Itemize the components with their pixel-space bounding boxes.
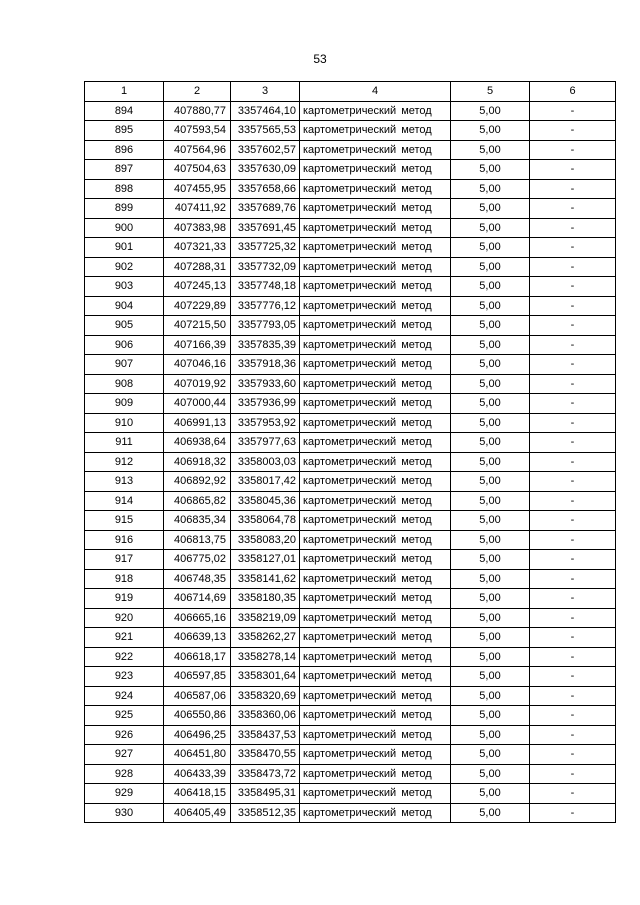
method-cell: картометрический метод — [300, 413, 451, 433]
point-number-cell: 924 — [85, 686, 164, 706]
x-coordinate-cell: 407229,89 — [164, 296, 231, 316]
method-cell: картометрический метод — [300, 199, 451, 219]
table-row — [85, 355, 616, 375]
note-cell: - — [530, 413, 616, 433]
accuracy-cell: 5,00 — [451, 745, 530, 765]
point-number-cell: 905 — [85, 316, 164, 336]
note-cell: - — [530, 374, 616, 394]
x-coordinate-cell: 406665,16 — [164, 608, 231, 628]
method-cell: картометрический метод — [300, 745, 451, 765]
note-cell: - — [530, 101, 616, 121]
point-number-cell: 930 — [85, 803, 164, 823]
x-coordinate-cell: 407000,44 — [164, 394, 231, 414]
page-number: 53 — [313, 52, 327, 66]
x-coordinate-cell: 406835,34 — [164, 511, 231, 531]
x-coordinate-cell: 406496,25 — [164, 725, 231, 745]
method-cell: картометрический метод — [300, 550, 451, 570]
x-coordinate-cell: 406639,13 — [164, 628, 231, 648]
method-cell: картометрический метод — [300, 257, 451, 277]
point-number-cell: 897 — [85, 160, 164, 180]
x-coordinate-cell: 406714,69 — [164, 589, 231, 609]
x-coordinate-cell: 406587,06 — [164, 686, 231, 706]
y-coordinate-cell: 3358045,36 — [231, 491, 300, 511]
method-cell: картометрический метод — [300, 101, 451, 121]
y-coordinate-cell: 3357835,39 — [231, 335, 300, 355]
y-coordinate-cell: 3358083,20 — [231, 530, 300, 550]
note-cell: - — [530, 706, 616, 726]
accuracy-cell: 5,00 — [451, 121, 530, 141]
note-cell: - — [530, 199, 616, 219]
table-row — [85, 413, 616, 433]
accuracy-cell: 5,00 — [451, 803, 530, 823]
y-coordinate-cell: 3357748,18 — [231, 277, 300, 297]
x-coordinate-cell: 407880,77 — [164, 101, 231, 121]
y-coordinate-cell: 3357464,10 — [231, 101, 300, 121]
accuracy-cell: 5,00 — [451, 218, 530, 238]
x-coordinate-cell: 406405,49 — [164, 803, 231, 823]
table-row — [85, 394, 616, 414]
table-row — [85, 764, 616, 784]
y-coordinate-cell: 3357658,66 — [231, 179, 300, 199]
y-coordinate-cell: 3358262,27 — [231, 628, 300, 648]
coordinates-table — [84, 81, 616, 823]
method-cell: картометрический метод — [300, 803, 451, 823]
table-row — [85, 374, 616, 394]
y-coordinate-cell: 3358301,64 — [231, 667, 300, 687]
x-coordinate-cell: 406618,17 — [164, 647, 231, 667]
accuracy-cell: 5,00 — [451, 238, 530, 258]
method-cell: картометрический метод — [300, 647, 451, 667]
table-row — [85, 335, 616, 355]
x-coordinate-cell: 407504,63 — [164, 160, 231, 180]
table-row — [85, 257, 616, 277]
x-coordinate-cell: 406775,02 — [164, 550, 231, 570]
x-coordinate-cell: 407593,54 — [164, 121, 231, 141]
table-row — [85, 628, 616, 648]
note-cell: - — [530, 491, 616, 511]
table-row — [85, 550, 616, 570]
accuracy-cell: 5,00 — [451, 277, 530, 297]
table-header-row — [85, 82, 616, 102]
note-cell: - — [530, 550, 616, 570]
accuracy-cell: 5,00 — [451, 296, 530, 316]
note-cell: - — [530, 140, 616, 160]
point-number-cell: 927 — [85, 745, 164, 765]
method-cell: картометрический метод — [300, 472, 451, 492]
table-row — [85, 179, 616, 199]
point-number-cell: 929 — [85, 784, 164, 804]
method-cell: картометрический метод — [300, 433, 451, 453]
accuracy-cell: 5,00 — [451, 179, 530, 199]
note-cell: - — [530, 647, 616, 667]
method-cell: картометрический метод — [300, 179, 451, 199]
point-number-cell: 909 — [85, 394, 164, 414]
x-coordinate-cell: 407383,98 — [164, 218, 231, 238]
x-coordinate-cell: 406938,64 — [164, 433, 231, 453]
point-number-cell: 914 — [85, 491, 164, 511]
point-number-cell: 908 — [85, 374, 164, 394]
x-coordinate-cell: 406433,39 — [164, 764, 231, 784]
x-coordinate-cell: 407046,16 — [164, 355, 231, 375]
method-cell: картометрический метод — [300, 569, 451, 589]
accuracy-cell: 5,00 — [451, 764, 530, 784]
accuracy-cell: 5,00 — [451, 316, 530, 336]
point-number-cell: 915 — [85, 511, 164, 531]
accuracy-cell: 5,00 — [451, 589, 530, 609]
method-cell: картометрический метод — [300, 491, 451, 511]
accuracy-cell: 5,00 — [451, 647, 530, 667]
x-coordinate-cell: 406748,35 — [164, 569, 231, 589]
accuracy-cell: 5,00 — [451, 472, 530, 492]
x-coordinate-cell: 406918,32 — [164, 452, 231, 472]
note-cell: - — [530, 218, 616, 238]
point-number-cell: 910 — [85, 413, 164, 433]
method-cell: картометрический метод — [300, 296, 451, 316]
x-coordinate-cell: 406550,86 — [164, 706, 231, 726]
table-row — [85, 199, 616, 219]
table-row — [85, 725, 616, 745]
accuracy-cell: 5,00 — [451, 686, 530, 706]
method-cell: картометрический метод — [300, 394, 451, 414]
table-row — [85, 647, 616, 667]
table-row — [85, 472, 616, 492]
note-cell: - — [530, 764, 616, 784]
y-coordinate-cell: 3357936,99 — [231, 394, 300, 414]
table-row — [85, 238, 616, 258]
point-number-cell: 913 — [85, 472, 164, 492]
header-col-4: 4 — [300, 82, 451, 102]
method-cell: картометрический метод — [300, 725, 451, 745]
note-cell: - — [530, 277, 616, 297]
table-row — [85, 160, 616, 180]
table-row — [85, 140, 616, 160]
note-cell: - — [530, 121, 616, 141]
table-row — [85, 569, 616, 589]
x-coordinate-cell: 407019,92 — [164, 374, 231, 394]
note-cell: - — [530, 316, 616, 336]
table-row — [85, 706, 616, 726]
table-row — [85, 745, 616, 765]
point-number-cell: 917 — [85, 550, 164, 570]
x-coordinate-cell: 406597,85 — [164, 667, 231, 687]
y-coordinate-cell: 3358320,69 — [231, 686, 300, 706]
point-number-cell: 894 — [85, 101, 164, 121]
note-cell: - — [530, 452, 616, 472]
note-cell: - — [530, 784, 616, 804]
accuracy-cell: 5,00 — [451, 199, 530, 219]
point-number-cell: 923 — [85, 667, 164, 687]
y-coordinate-cell: 3357977,63 — [231, 433, 300, 453]
accuracy-cell: 5,00 — [451, 550, 530, 570]
header-col-2: 2 — [164, 82, 231, 102]
method-cell: картометрический метод — [300, 686, 451, 706]
accuracy-cell: 5,00 — [451, 355, 530, 375]
note-cell: - — [530, 511, 616, 531]
note-cell: - — [530, 686, 616, 706]
x-coordinate-cell: 407288,31 — [164, 257, 231, 277]
point-number-cell: 919 — [85, 589, 164, 609]
accuracy-cell: 5,00 — [451, 491, 530, 511]
accuracy-cell: 5,00 — [451, 374, 530, 394]
method-cell: картометрический метод — [300, 238, 451, 258]
point-number-cell: 901 — [85, 238, 164, 258]
y-coordinate-cell: 3358470,55 — [231, 745, 300, 765]
accuracy-cell: 5,00 — [451, 706, 530, 726]
accuracy-cell: 5,00 — [451, 784, 530, 804]
accuracy-cell: 5,00 — [451, 569, 530, 589]
accuracy-cell: 5,00 — [451, 394, 530, 414]
accuracy-cell: 5,00 — [451, 160, 530, 180]
point-number-cell: 895 — [85, 121, 164, 141]
point-number-cell: 898 — [85, 179, 164, 199]
method-cell: картометрический метод — [300, 608, 451, 628]
point-number-cell: 922 — [85, 647, 164, 667]
y-coordinate-cell: 3357689,76 — [231, 199, 300, 219]
note-cell: - — [530, 608, 616, 628]
accuracy-cell: 5,00 — [451, 608, 530, 628]
y-coordinate-cell: 3357565,53 — [231, 121, 300, 141]
table-row — [85, 452, 616, 472]
y-coordinate-cell: 3357953,92 — [231, 413, 300, 433]
method-cell: картометрический метод — [300, 784, 451, 804]
x-coordinate-cell: 406418,15 — [164, 784, 231, 804]
y-coordinate-cell: 3358141,62 — [231, 569, 300, 589]
header-col-5: 5 — [451, 82, 530, 102]
x-coordinate-cell: 407245,13 — [164, 277, 231, 297]
point-number-cell: 925 — [85, 706, 164, 726]
y-coordinate-cell: 3358219,09 — [231, 608, 300, 628]
x-coordinate-cell: 406991,13 — [164, 413, 231, 433]
note-cell: - — [530, 667, 616, 687]
method-cell: картометрический метод — [300, 530, 451, 550]
table-row — [85, 667, 616, 687]
point-number-cell: 896 — [85, 140, 164, 160]
y-coordinate-cell: 3357776,12 — [231, 296, 300, 316]
y-coordinate-cell: 3358017,42 — [231, 472, 300, 492]
y-coordinate-cell: 3358512,35 — [231, 803, 300, 823]
y-coordinate-cell: 3357602,57 — [231, 140, 300, 160]
method-cell: картометрический метод — [300, 667, 451, 687]
x-coordinate-cell: 406813,75 — [164, 530, 231, 550]
note-cell: - — [530, 745, 616, 765]
accuracy-cell: 5,00 — [451, 257, 530, 277]
method-cell: картометрический метод — [300, 706, 451, 726]
accuracy-cell: 5,00 — [451, 433, 530, 453]
method-cell: картометрический метод — [300, 452, 451, 472]
note-cell: - — [530, 257, 616, 277]
note-cell: - — [530, 238, 616, 258]
header-col-3: 3 — [231, 82, 300, 102]
y-coordinate-cell: 3358473,72 — [231, 764, 300, 784]
accuracy-cell: 5,00 — [451, 101, 530, 121]
accuracy-cell: 5,00 — [451, 667, 530, 687]
y-coordinate-cell: 3358437,53 — [231, 725, 300, 745]
x-coordinate-cell: 407411,92 — [164, 199, 231, 219]
point-number-cell: 928 — [85, 764, 164, 784]
point-number-cell: 916 — [85, 530, 164, 550]
y-coordinate-cell: 3357691,45 — [231, 218, 300, 238]
method-cell: картометрический метод — [300, 764, 451, 784]
header-col-1: 1 — [85, 82, 164, 102]
table-row — [85, 491, 616, 511]
method-cell: картометрический метод — [300, 277, 451, 297]
accuracy-cell: 5,00 — [451, 452, 530, 472]
note-cell: - — [530, 472, 616, 492]
y-coordinate-cell: 3358278,14 — [231, 647, 300, 667]
method-cell: картометрический метод — [300, 355, 451, 375]
method-cell: картометрический метод — [300, 140, 451, 160]
point-number-cell: 906 — [85, 335, 164, 355]
table-row — [85, 218, 616, 238]
x-coordinate-cell: 406892,92 — [164, 472, 231, 492]
method-cell: картометрический метод — [300, 121, 451, 141]
method-cell: картометрический метод — [300, 589, 451, 609]
point-number-cell: 899 — [85, 199, 164, 219]
note-cell: - — [530, 296, 616, 316]
method-cell: картометрический метод — [300, 628, 451, 648]
method-cell: картометрический метод — [300, 511, 451, 531]
y-coordinate-cell: 3357630,09 — [231, 160, 300, 180]
y-coordinate-cell: 3357732,09 — [231, 257, 300, 277]
y-coordinate-cell: 3357793,05 — [231, 316, 300, 336]
note-cell: - — [530, 569, 616, 589]
accuracy-cell: 5,00 — [451, 530, 530, 550]
accuracy-cell: 5,00 — [451, 335, 530, 355]
y-coordinate-cell: 3357933,60 — [231, 374, 300, 394]
y-coordinate-cell: 3358360,06 — [231, 706, 300, 726]
table-row — [85, 433, 616, 453]
point-number-cell: 911 — [85, 433, 164, 453]
table-row — [85, 784, 616, 804]
point-number-cell: 920 — [85, 608, 164, 628]
y-coordinate-cell: 3358180,35 — [231, 589, 300, 609]
accuracy-cell: 5,00 — [451, 413, 530, 433]
x-coordinate-cell: 406451,80 — [164, 745, 231, 765]
y-coordinate-cell: 3358127,01 — [231, 550, 300, 570]
note-cell: - — [530, 433, 616, 453]
point-number-cell: 926 — [85, 725, 164, 745]
table-row — [85, 296, 616, 316]
note-cell: - — [530, 530, 616, 550]
y-coordinate-cell: 3358495,31 — [231, 784, 300, 804]
method-cell: картометрический метод — [300, 374, 451, 394]
note-cell: - — [530, 355, 616, 375]
x-coordinate-cell: 407564,96 — [164, 140, 231, 160]
point-number-cell: 921 — [85, 628, 164, 648]
table-row — [85, 803, 616, 823]
note-cell: - — [530, 628, 616, 648]
note-cell: - — [530, 589, 616, 609]
method-cell: картометрический метод — [300, 218, 451, 238]
table-row — [85, 511, 616, 531]
header-col-6: 6 — [530, 82, 616, 102]
method-cell: картометрический метод — [300, 316, 451, 336]
x-coordinate-cell: 407321,33 — [164, 238, 231, 258]
y-coordinate-cell: 3358003,03 — [231, 452, 300, 472]
table-row — [85, 316, 616, 336]
x-coordinate-cell: 407215,50 — [164, 316, 231, 336]
table-row — [85, 589, 616, 609]
x-coordinate-cell: 406865,82 — [164, 491, 231, 511]
accuracy-cell: 5,00 — [451, 511, 530, 531]
note-cell: - — [530, 394, 616, 414]
table-row — [85, 121, 616, 141]
y-coordinate-cell: 3357725,32 — [231, 238, 300, 258]
x-coordinate-cell: 407166,39 — [164, 335, 231, 355]
point-number-cell: 918 — [85, 569, 164, 589]
x-coordinate-cell: 407455,95 — [164, 179, 231, 199]
table-row — [85, 608, 616, 628]
y-coordinate-cell: 3358064,78 — [231, 511, 300, 531]
point-number-cell: 912 — [85, 452, 164, 472]
note-cell: - — [530, 179, 616, 199]
table-body — [85, 101, 616, 823]
accuracy-cell: 5,00 — [451, 628, 530, 648]
accuracy-cell: 5,00 — [451, 725, 530, 745]
point-number-cell: 907 — [85, 355, 164, 375]
note-cell: - — [530, 335, 616, 355]
note-cell: - — [530, 725, 616, 745]
note-cell: - — [530, 160, 616, 180]
point-number-cell: 900 — [85, 218, 164, 238]
table-row — [85, 530, 616, 550]
method-cell: картометрический метод — [300, 160, 451, 180]
note-cell: - — [530, 803, 616, 823]
y-coordinate-cell: 3357918,36 — [231, 355, 300, 375]
point-number-cell: 902 — [85, 257, 164, 277]
point-number-cell: 904 — [85, 296, 164, 316]
point-number-cell: 903 — [85, 277, 164, 297]
table-row — [85, 101, 616, 121]
method-cell: картометрический метод — [300, 335, 451, 355]
table-row — [85, 277, 616, 297]
accuracy-cell: 5,00 — [451, 140, 530, 160]
table-row — [85, 686, 616, 706]
